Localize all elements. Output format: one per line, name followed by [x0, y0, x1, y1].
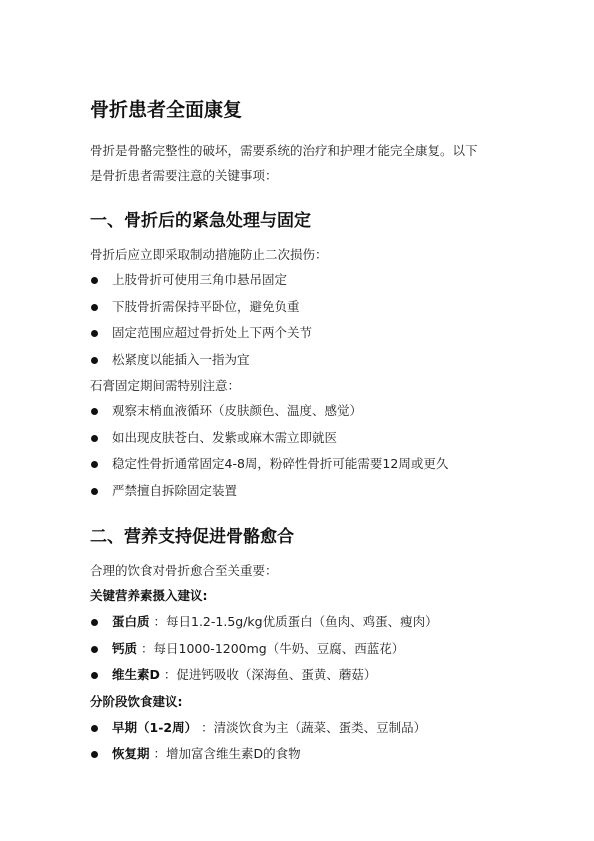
intro-line-2: 是骨折患者需要注意的关键事项：: [90, 168, 278, 183]
bullet-icon: [91, 461, 98, 468]
bullet-icon: [91, 646, 98, 653]
intro-line-1: 骨折是骨骼完整性的破坏，需要系统的治疗和护理才能完全康复。以下: [90, 143, 478, 158]
section-2-heading: 二、营养支持促进骨骼愈合: [90, 527, 294, 547]
list-item: 恢复期 ：增加富含维生素D的食物: [90, 741, 504, 768]
bullet-icon: [91, 672, 98, 679]
list-item: 固定范围应超过骨折处上下两个关节: [90, 320, 504, 347]
bullet-icon: [91, 619, 98, 626]
section-1-lead-2: 石膏固定期间需特别注意：: [90, 378, 241, 393]
bullet-icon: [91, 751, 98, 758]
bullet-icon: [91, 408, 98, 415]
stage-list: [90, 715, 504, 768]
section-1-lead: 骨折后应立即采取制动措施防止二次损伤：: [90, 247, 328, 262]
bullet-icon: [91, 330, 98, 337]
list-item: 松紧度以能插入一指为宜: [90, 347, 504, 374]
bullet-icon: [91, 488, 98, 495]
stage-label: 分阶段饮食建议:: [90, 693, 183, 709]
list-item: 稳定性骨折通常固定4-8周，粉碎性骨折可能需要12周或更久: [90, 451, 504, 478]
section-2-lead: 合理的饮食对骨折愈合至关重要：: [90, 563, 278, 578]
nutrient-list: [90, 609, 504, 689]
cast-care-list: [90, 398, 504, 504]
list-item: 钙质 ：每日1000-1200mg（牛奶、豆腐、西蓝花）: [90, 636, 504, 663]
fixation-list: [90, 267, 504, 373]
bullet-icon: [91, 725, 98, 732]
bullet-icon: [91, 304, 98, 311]
list-item: 下肢骨折需保持平卧位，避免负重: [90, 294, 504, 321]
list-item: 上肢骨折可使用三角巾悬吊固定: [90, 267, 504, 294]
bullet-icon: [91, 277, 98, 284]
list-item: 蛋白质 ：每日1.2-1.5g/kg优质蛋白（鱼肉、鸡蛋、瘦肉）: [90, 609, 504, 636]
list-item: 维生素D ：促进钙吸收（深海鱼、蛋黄、蘑菇）: [90, 662, 504, 689]
list-item: 严禁擅自拆除固定装置: [90, 478, 504, 505]
list-item: 观察末梢血液循环（皮肤颜色、温度、感觉）: [90, 398, 504, 425]
bullet-icon: [91, 435, 98, 442]
nutrient-label: 关键营养素摄入建议:: [90, 588, 208, 603]
bullet-icon: [91, 357, 98, 364]
document-title: 骨折患者全面康复: [90, 99, 243, 121]
list-item: 如出现皮肤苍白、发紫或麻木需立即就医: [90, 425, 504, 452]
list-item: 早期（1-2周） ：清淡饮食为主（蔬菜、蛋类、豆制品）: [90, 715, 504, 742]
section-1-heading: 一、骨折后的紧急处理与固定: [90, 211, 311, 231]
